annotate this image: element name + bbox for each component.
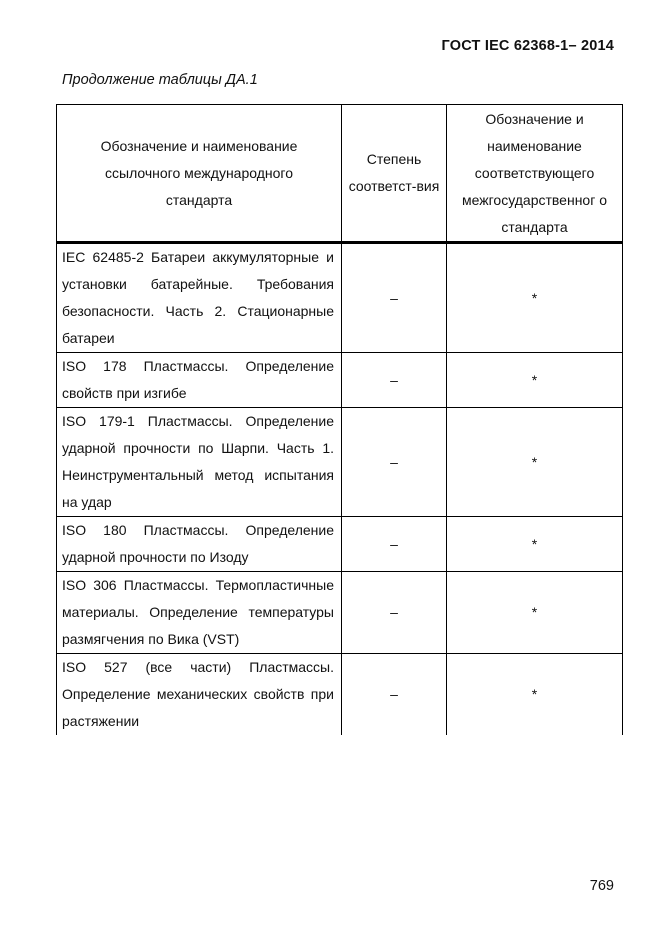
row-standard-name: ISO 306 Пластмассы. Термопластичные материалы. Определение температуры размягчения по Вика (VST) <box>57 572 342 654</box>
row-equivalent: * <box>447 353 623 408</box>
page-number: 769 <box>589 878 614 894</box>
header-international-standard: Обозначение и наименование ссылочного международного стандарта <box>57 105 342 243</box>
row-degree: – <box>342 517 447 572</box>
row-degree: – <box>342 572 447 654</box>
table-row <box>57 654 623 736</box>
row-equivalent: * <box>447 243 623 353</box>
row-equivalent: * <box>447 408 623 517</box>
row-degree: – <box>342 654 447 736</box>
row-degree: – <box>342 353 447 408</box>
row-equivalent: * <box>447 572 623 654</box>
standards-table-container <box>56 104 622 735</box>
row-degree: – <box>342 408 447 517</box>
table-continuation-caption: Продолжение таблицы ДА.1 <box>62 72 258 88</box>
row-standard-name: ISO 179-1 Пластмассы. Определение ударной прочности по Шарпи. Часть 1. Неинструментальный метод испытания на удар <box>57 408 342 517</box>
table-row <box>57 408 623 517</box>
table-row <box>57 353 623 408</box>
row-degree: – <box>342 243 447 353</box>
header-interstate-standard: Обозначение и наименование соответствующего межгосударственног о стандарта <box>447 105 623 243</box>
table-row <box>57 572 623 654</box>
row-equivalent: * <box>447 654 623 736</box>
table-row <box>57 517 623 572</box>
standards-table <box>56 104 623 735</box>
table-header-row <box>57 105 623 243</box>
row-equivalent: * <box>447 517 623 572</box>
header-degree: Степень соответст-вия <box>342 105 447 243</box>
table-row <box>57 243 623 353</box>
row-standard-name: IEC 62485-2 Батареи аккумуляторные и установки батарейные. Требования безопасности. Часть 2. Стационарные батареи <box>57 243 342 353</box>
row-standard-name: ISO 178 Пластмассы. Определение свойств при изгибе <box>57 353 342 408</box>
row-standard-name: ISO 527 (все части) Пластмассы. Определение механических свойств при растяжении <box>57 654 342 736</box>
document-standard-header: ГОСТ IEC 62368-1– 2014 <box>441 38 614 54</box>
row-standard-name: ISO 180 Пластмассы. Определение ударной прочности по Изоду <box>57 517 342 572</box>
